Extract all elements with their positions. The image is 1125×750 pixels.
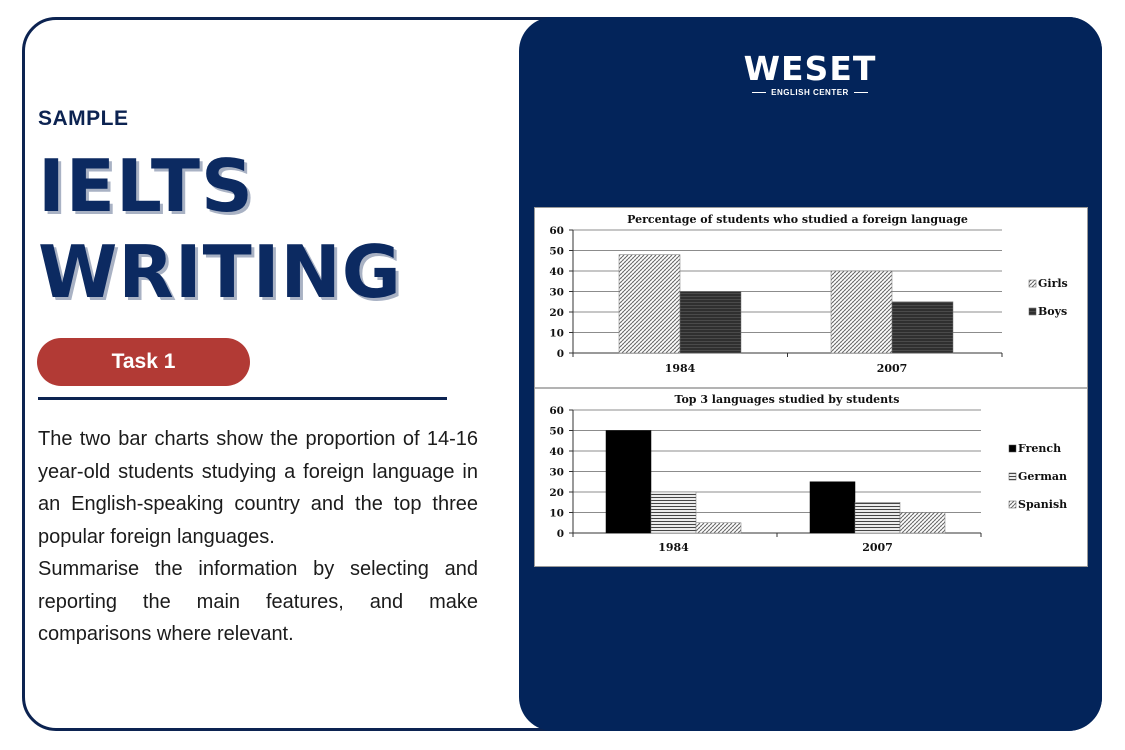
- chart-0-category-label-2007: 2007: [876, 362, 908, 375]
- chart-1-title: Top 3 languages studied by students: [674, 393, 900, 406]
- chart-1-ytick-label-0: 0: [556, 528, 564, 540]
- chart-1-category-label-2007: 2007: [862, 541, 893, 554]
- chart-0-ytick-label-3: 30: [549, 286, 564, 299]
- prompt-paragraph-1: The two bar charts show the proportion of 14-16 year-old students studying a foreign language in an English-speaking country and the top three popular foreign languages.: [38, 428, 478, 548]
- chart-0-bar-boys-1984: [680, 292, 741, 354]
- logo-dash-left: [752, 92, 766, 93]
- chart-1-bar-french-2007: [810, 482, 855, 533]
- chart-0-bar-girls-2007: [831, 271, 892, 353]
- chart-0-bar-girls-1984: [619, 255, 680, 353]
- chart-1-legend-label-french: French: [1018, 442, 1062, 455]
- sample-label: SAMPLE: [38, 107, 129, 130]
- logo-wordmark: WESET: [743, 49, 877, 88]
- chart-0-ytick-label-5: 50: [549, 245, 564, 258]
- chart-1-ytick-label-2: 20: [549, 487, 564, 499]
- logo-tagline: ENGLISH CENTER: [771, 88, 849, 97]
- chart-1-bar-german-2007: [855, 502, 900, 533]
- chart-0-category-label-1984: 1984: [664, 362, 696, 375]
- chart-0-bar-boys-2007: [892, 302, 953, 353]
- chart-1-bar-german-1984: [651, 492, 696, 533]
- chart-0-ytick-label-2: 20: [549, 307, 564, 319]
- chart-0-legend-label-girls: Girls: [1038, 277, 1068, 290]
- chart-0-ytick-label-6: 60: [549, 225, 564, 237]
- chart-0-title: Percentage of students who studied a foreign language: [627, 213, 968, 226]
- chart-1-legend-label-spanish: Spanish: [1018, 498, 1068, 511]
- divider: [38, 397, 447, 400]
- chart-1-ytick-label-4: 40: [549, 446, 564, 458]
- chart-1-category-label-1984: 1984: [658, 541, 689, 554]
- headline-ielts: IELTS: [38, 144, 254, 228]
- chart-1-ytick-label-5: 50: [549, 425, 564, 438]
- logo-dash-right: [854, 92, 868, 93]
- headline-writing: WRITING: [38, 230, 402, 314]
- chart-0-legend-label-boys: Boys: [1038, 305, 1068, 318]
- chart-1-bar-spanish-2007: [900, 513, 945, 534]
- logo-tagline-row: [735, 88, 885, 97]
- chart-1-ytick-label-6: 60: [549, 405, 564, 417]
- chart-0-ytick-label-4: 40: [549, 266, 564, 278]
- chart-0-legend-swatch-girls: [1029, 280, 1036, 287]
- chart-0-ytick-label-0: 0: [556, 348, 564, 360]
- chart-1-legend-swatch-german: [1009, 473, 1016, 480]
- task-prompt: [38, 423, 478, 651]
- chart-1-bar-spanish-1984: [696, 523, 741, 533]
- chart-0-ytick-label-1: 10: [549, 327, 564, 340]
- bar-charts: [535, 208, 1087, 566]
- chart-1-bar-french-1984: [606, 431, 651, 534]
- chart-1-legend-label-german: German: [1018, 470, 1067, 483]
- chart-0-legend-swatch-boys: [1029, 308, 1036, 315]
- weset-logo: [735, 49, 885, 97]
- chart-1-ytick-label-3: 30: [549, 466, 564, 479]
- task-badge-label: Task 1: [111, 350, 176, 373]
- chart-1-legend-swatch-spanish: [1009, 501, 1016, 508]
- chart-1-legend-swatch-french: [1009, 445, 1016, 452]
- chart-image: [534, 207, 1088, 567]
- chart-1-ytick-label-1: 10: [549, 507, 564, 520]
- prompt-paragraph-2: Summarise the information by selecting and reporting the main features, and make comparisons where relevant.: [38, 558, 478, 645]
- task-badge: [37, 338, 250, 386]
